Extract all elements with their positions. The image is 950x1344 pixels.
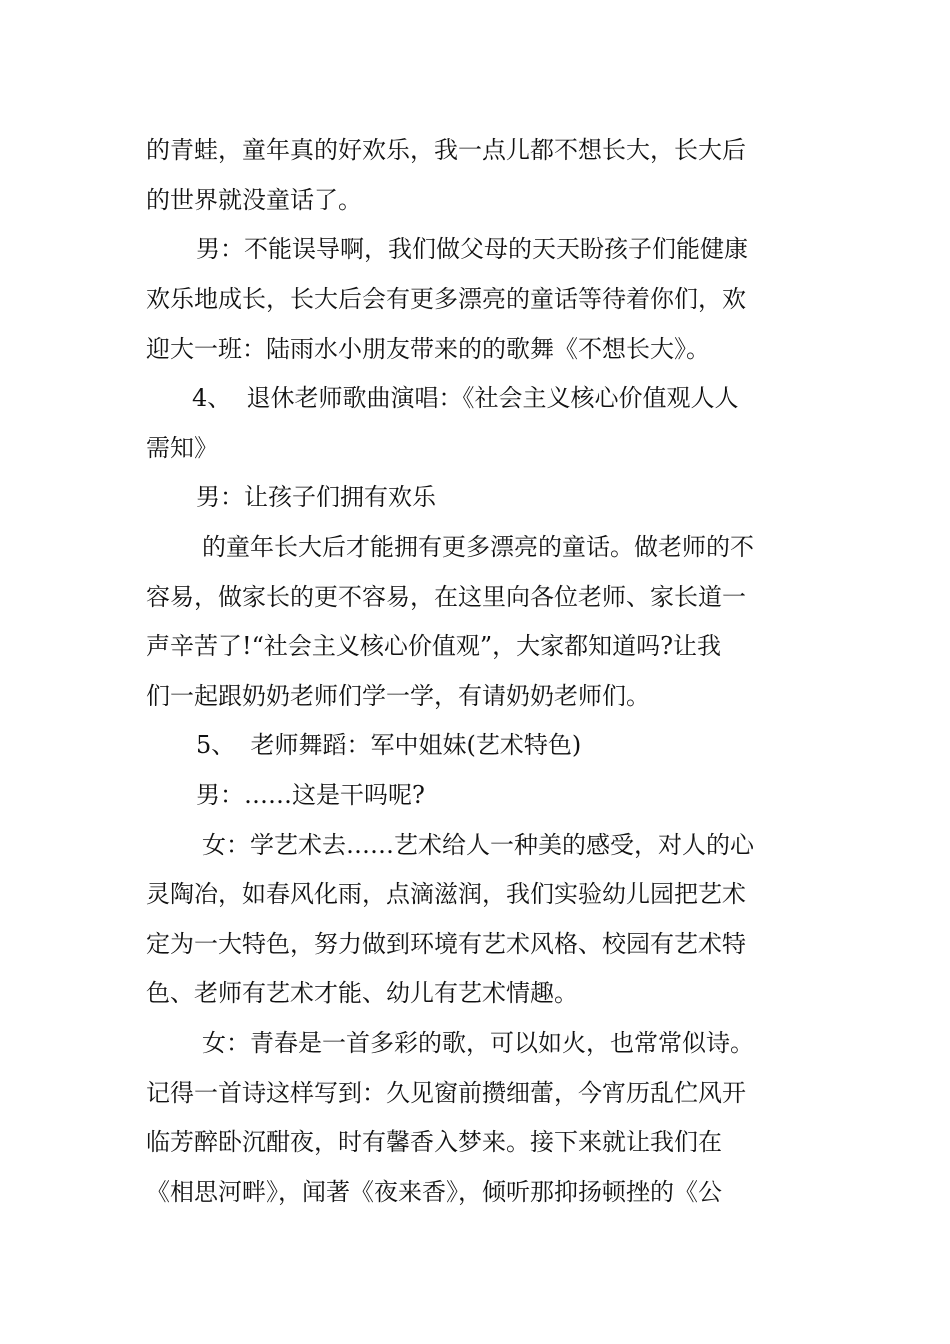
- text-line: 灵陶冶，如春风化雨，点滴滋润，我们实验幼儿园把艺术: [146, 880, 746, 908]
- text-line: 定为一大特色，努力做到环境有艺术风格、校园有艺术特: [146, 930, 746, 958]
- text-line: 需知》: [146, 434, 218, 462]
- text-line: 记得一首诗这样写到：久见窗前攒细蕾，今宵历乱伫风开: [146, 1079, 746, 1107]
- text-line: 男：不能误导啊，我们做父母的天天盼孩子们能健康: [196, 235, 748, 263]
- text-line: 4、 退休老师歌曲演唱：《社会主义核心价值观人人: [192, 384, 739, 412]
- text-line: 们一起跟奶奶老师们学一学，有请奶奶老师们。: [146, 682, 650, 710]
- text-line: 男：……这是干吗呢?: [196, 781, 425, 809]
- text-line: 女：学艺术去……艺术给人一种美的感受，对人的心: [202, 831, 754, 859]
- text-line: 迎大一班：陆雨水小朋友带来的的歌舞《不想长大》。: [146, 335, 710, 363]
- text-line: 的世界就没童话了。: [146, 186, 362, 214]
- text-line: 的青蛙，童年真的好欢乐，我一点儿都不想长大，长大后: [146, 136, 746, 164]
- text-line: 欢乐地成长，长大后会有更多漂亮的童话等待着你们，欢: [146, 285, 746, 313]
- text-line: 色、老师有艺术才能、幼儿有艺术情趣。: [146, 979, 578, 1007]
- text-line: 声辛苦了!“社会主义核心价值观”，大家都知道吗?让我: [146, 632, 722, 660]
- text-line: 容易，做家长的更不容易，在这里向各位老师、家长道一: [146, 583, 746, 611]
- text-line: 临芳醉卧沉酣夜，时有馨香入梦来。接下来就让我们在: [146, 1128, 722, 1156]
- text-line: 《相思河畔》，闻著《夜来香》，倾听那抑扬顿挫的《公: [146, 1178, 722, 1206]
- text-line: 5、 老师舞蹈：军中姐妹(艺术特色): [196, 731, 582, 759]
- text-line: 男：让孩子们拥有欢乐: [196, 483, 436, 511]
- text-line: 女：青春是一首多彩的歌，可以如火，也常常似诗。: [202, 1029, 754, 1057]
- text-line: 的童年长大后才能拥有更多漂亮的童话。做老师的不: [202, 533, 754, 561]
